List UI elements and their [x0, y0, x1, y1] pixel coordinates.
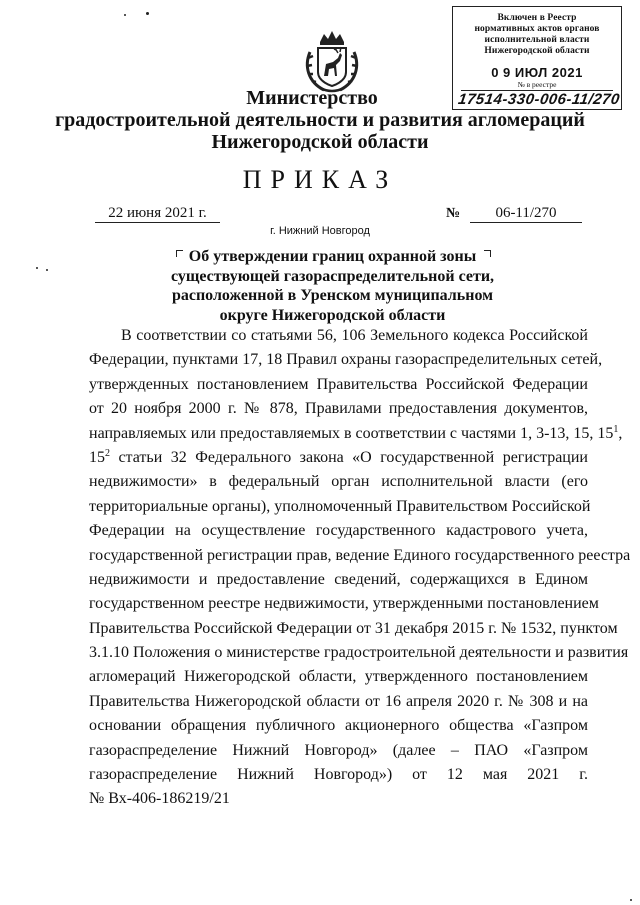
body-line: газораспределение Нижний Новгород») от 12 мая 2021 г. — [89, 766, 588, 784]
body-line: утвержденных постановлением Правительства Российской Федерации — [89, 375, 588, 393]
ministry-title-text: Министерство — [246, 87, 378, 109]
superscript: 2 — [105, 447, 110, 459]
stamp-date: 0 9 ИЮЛ 2021 — [491, 65, 583, 80]
stamp-line-2: нормативных актов органов — [474, 24, 600, 34]
order-number: 06-11/270 — [470, 205, 582, 223]
body-line: агломераций Нижегородской области, утвержденного постановлением — [89, 668, 588, 686]
stamp-line-3: исполнительной власти — [484, 35, 590, 45]
ministry-subtitle: градостроительной деятельности и развития агломераций — [55, 109, 585, 131]
body-line: Правительства Российской Федерации от 31 декабря 2015 г. № 1532, пунктом — [89, 619, 618, 637]
body-line: Правительства Нижегородской области от 16 апреля 2020 г. № 308 и на — [89, 692, 588, 710]
stamp-line-4: Нижегородской области — [484, 46, 590, 56]
scan-speck — [630, 899, 632, 901]
number-sign: № — [446, 206, 461, 221]
subject-heading — [160, 247, 505, 325]
body-line: недвижимости» в федеральный орган исполнительной власти (его — [89, 473, 588, 491]
region-title: Нижегородской области — [211, 131, 429, 153]
stamp-registry-label: № в реестре — [517, 80, 557, 89]
scan-speck — [146, 12, 149, 15]
city: г. Нижний Новгород — [270, 225, 370, 237]
body-line: Федерации на осуществление государственного кадастрового учета, — [89, 522, 588, 540]
ministry-title — [0, 86, 640, 110]
body-line: от 20 ноября 2000 г. № 878, Правилами предоставления документов, — [89, 400, 588, 418]
superscript: 1 — [613, 423, 619, 435]
stamp-registry-number: 17514-330-006-11/270 — [457, 91, 621, 108]
body-line: основании обращения публичного акционерного общества «Газпром — [89, 717, 588, 735]
document-type: ПРИКАЗ — [242, 165, 398, 194]
subject-line: существующей газораспределительной сети, — [170, 267, 495, 285]
body-paragraph — [89, 324, 631, 812]
subject-line: расположенной в Уренском муниципальном — [171, 287, 494, 304]
body-line: Федерации, пунктами 17, 18 Правил охраны газораспределительных сетей, — [89, 351, 603, 369]
body-line: государственной регистрации прав, ведение Единого государственного реестра — [89, 546, 631, 564]
body-line — [89, 422, 623, 446]
body-line: В соответствии со статьями 56, 106 Земельного кодекса Российской — [121, 327, 588, 344]
scan-speck — [36, 267, 38, 269]
subject-line: округе Нижегородской области — [219, 306, 446, 324]
body-text: статьи 32 Федерального закона «О государственной регистрации — [110, 448, 588, 466]
subject-line: Об утверждении границ охранной зоны — [188, 248, 477, 265]
body-line: № Вх-406-186219/21 — [89, 790, 230, 808]
body-text: направляемых или предоставляемых в соответствии с частями 1, 3-13, 15, 15 — [89, 424, 614, 442]
body-line — [89, 446, 588, 470]
order-date: 22 июня 2021 г. — [95, 205, 220, 223]
body-line: государственном реестре недвижимости, утвержденными постановлением — [89, 595, 599, 613]
body-line: газораспределение Нижний Новгород» (далее – ПАО «Газпром — [89, 741, 588, 759]
body-line: недвижимости и предоставление сведений, содержащихся в Едином — [89, 570, 588, 588]
body-line: территориальные органы), уполномоченный Правительством Российской — [89, 497, 591, 515]
body-line: 3.1.10 Положения о министерстве градостроительной деятельности и развития — [89, 644, 629, 662]
body-text: , — [618, 424, 623, 442]
scan-speck — [124, 14, 126, 16]
body-text: 15 — [89, 448, 105, 466]
scan-speck — [46, 269, 48, 271]
stamp-line-1: Включен в Реестр — [497, 13, 577, 23]
